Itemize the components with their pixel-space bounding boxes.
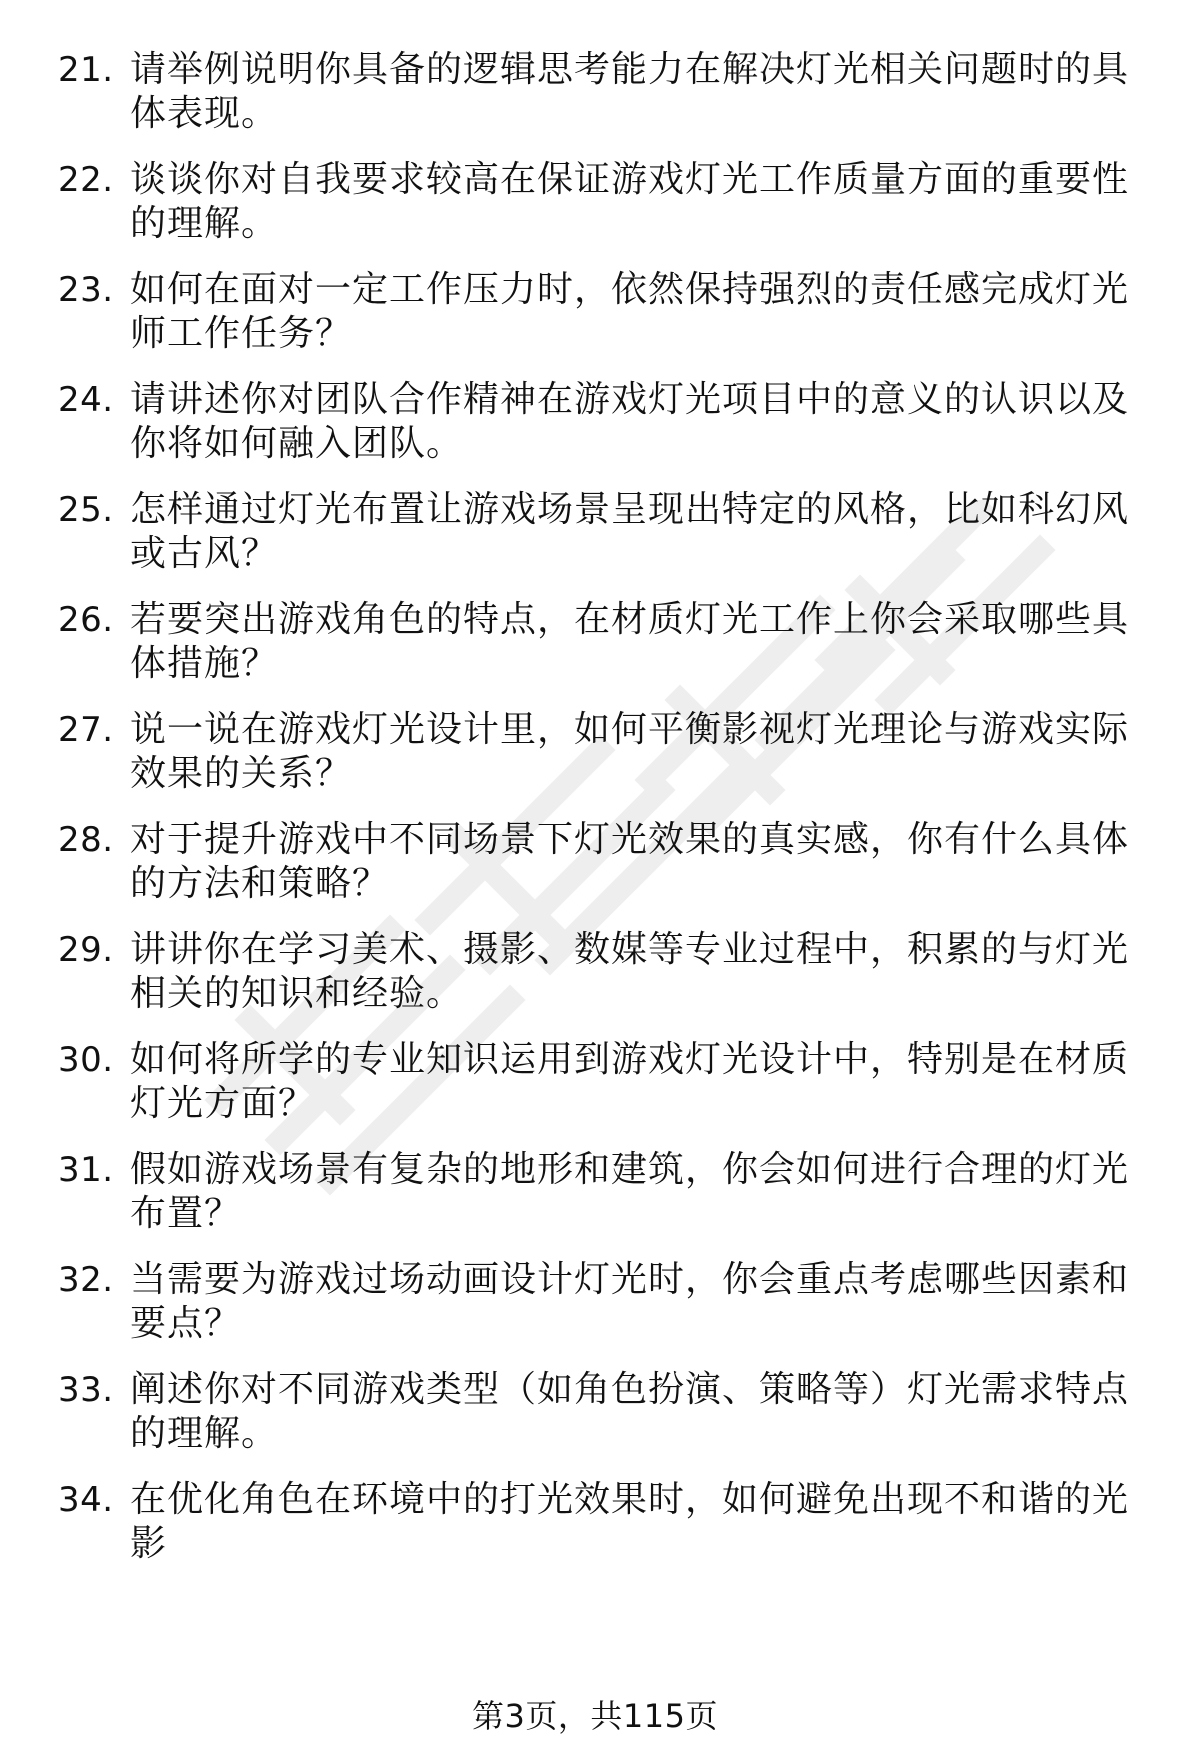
question-text: 说一说在游戏灯光设计里，如何平衡影视灯光理论与游戏实际效果的关系？	[130, 709, 1130, 794]
question-item	[0, 1038, 1190, 1148]
question-item	[0, 1258, 1190, 1368]
question-text: 请讲述你对团队合作精神在游戏灯光项目中的意义的认识以及你将如何融入团队。	[130, 379, 1130, 464]
question-item	[0, 268, 1190, 378]
question-item	[0, 818, 1190, 928]
question-number: 27.	[58, 710, 114, 750]
question-item	[0, 1368, 1190, 1478]
question-text: 当需要为游戏过场动画设计灯光时，你会重点考虑哪些因素和要点？	[130, 1259, 1130, 1344]
question-text: 在优化角色在环境中的打光效果时，如何避免出现不和谐的光影	[130, 1479, 1130, 1564]
question-item	[0, 488, 1190, 598]
question-text: 怎样通过灯光布置让游戏场景呈现出特定的风格，比如科幻风或古风？	[130, 489, 1130, 574]
question-item	[0, 708, 1190, 818]
question-text: 假如游戏场景有复杂的地形和建筑，你会如何进行合理的灯光布置？	[130, 1149, 1130, 1234]
question-text: 若要突出游戏角色的特点，在材质灯光工作上你会采取哪些具体措施？	[130, 599, 1130, 684]
question-text: 如何将所学的专业知识运用到游戏灯光设计中，特别是在材质灯光方面？	[130, 1039, 1130, 1124]
question-item	[0, 378, 1190, 488]
question-number: 25.	[58, 490, 114, 530]
question-item	[0, 48, 1190, 158]
question-number: 28.	[58, 820, 114, 860]
question-item	[0, 1148, 1190, 1258]
question-number: 34.	[58, 1480, 114, 1520]
question-text: 如何在面对一定工作压力时，依然保持强烈的责任感完成灯光师工作任务？	[130, 269, 1130, 354]
question-text: 讲讲你在学习美术、摄影、数媒等专业过程中，积累的与灯光相关的知识和经验。	[130, 929, 1130, 1014]
question-number: 31.	[58, 1150, 114, 1190]
question-item	[0, 1478, 1190, 1588]
question-item	[0, 598, 1190, 708]
question-item	[0, 158, 1190, 268]
page-footer: 第3页，共115页	[472, 1697, 718, 1735]
question-number: 32.	[58, 1260, 114, 1300]
question-item	[0, 928, 1190, 1038]
question-number: 26.	[58, 600, 114, 640]
question-text: 谈谈你对自我要求较高在保证游戏灯光工作质量方面的重要性的理解。	[130, 159, 1130, 244]
question-text: 阐述你对不同游戏类型（如角色扮演、策略等）灯光需求特点的理解。	[130, 1369, 1130, 1454]
question-text: 对于提升游戏中不同场景下灯光效果的真实感，你有什么具体的方法和策略？	[130, 819, 1130, 904]
question-number: 29.	[58, 930, 114, 970]
question-number: 30.	[58, 1040, 114, 1080]
question-number: 23.	[58, 270, 114, 310]
question-text: 请举例说明你具备的逻辑思考能力在解决灯光相关问题时的具体表现。	[130, 49, 1130, 134]
question-number: 21.	[58, 50, 114, 90]
question-number: 24.	[58, 380, 114, 420]
question-number: 33.	[58, 1370, 114, 1410]
question-number: 22.	[58, 160, 114, 200]
